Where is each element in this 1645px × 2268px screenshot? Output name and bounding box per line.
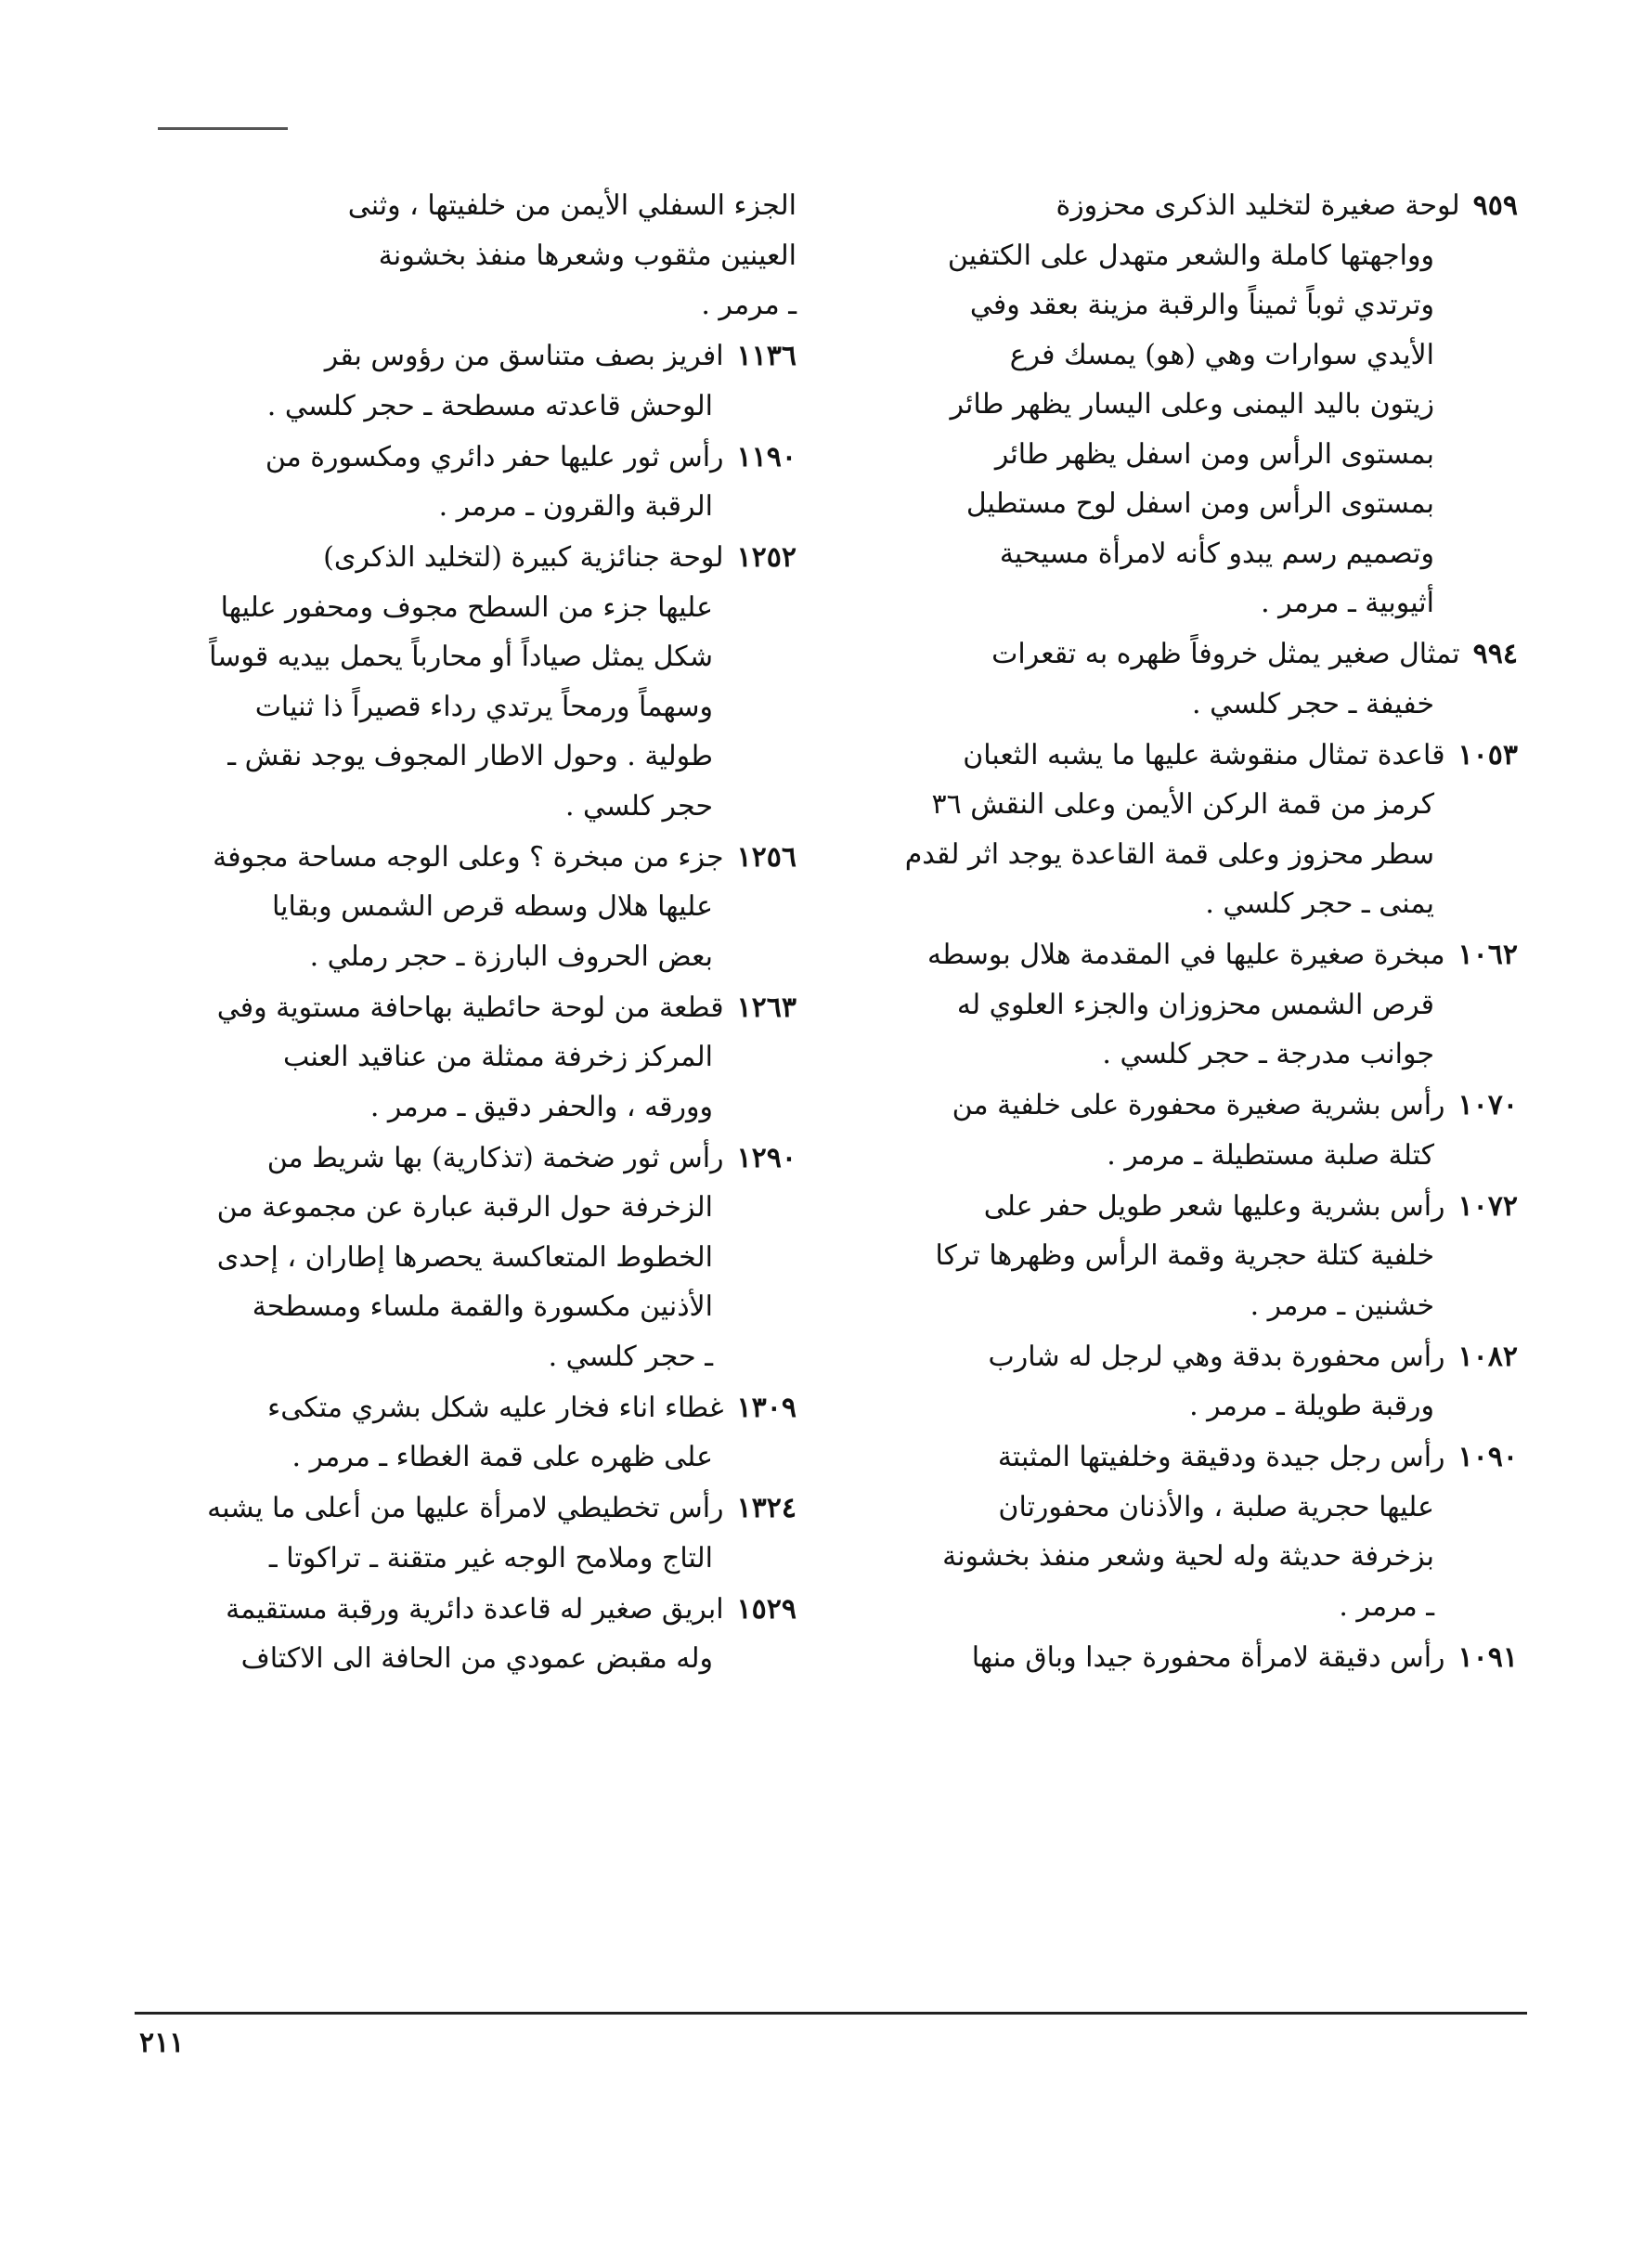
entry-text: لوحة صغيرة لتخليد الذكرى محزوزة — [1056, 189, 1460, 222]
entry-number: ١٠٧٢ — [1457, 1189, 1518, 1223]
catalog-entry — [156, 433, 797, 532]
entry-line: العينين مثقوب وشعرها منفذ بخشونة — [378, 239, 797, 272]
entry-line: عليها جزء من السطح مجوف ومحفور عليها — [220, 590, 713, 624]
entry-line: الزخرفة حول الرقبة عبارة عن مجموعة من — [216, 1191, 713, 1224]
entry-text: رأس رجل جيدة ودقيقة وخلفيتها المثبتة — [997, 1441, 1445, 1473]
entry-line: بمستوى الرأس ومن اسفل لوح مستطيل — [965, 487, 1434, 520]
entry-line: وتصميم رسم يبدو كأنه لامرأة مسيحية — [999, 537, 1434, 570]
right-column — [877, 181, 1518, 1684]
entry-text: رأس محفورة بدقة وهي لرجل له شارب — [988, 1340, 1445, 1373]
entry-text: جزء من مبخرة ؟ وعلى الوجه مساحة مجوفة — [213, 840, 724, 874]
catalog-entry — [877, 1332, 1518, 1432]
catalog-entry — [877, 1432, 1518, 1631]
entry-line — [877, 1633, 1518, 1683]
catalog-entry — [877, 731, 1518, 929]
entry-line — [877, 731, 1518, 781]
catalog-entry — [156, 181, 797, 330]
catalog-entry — [877, 181, 1518, 629]
entry-number: ١٢٦٣ — [736, 991, 797, 1024]
entry-line: قرص الشمس محزوزان والجزء العلوي له — [956, 988, 1434, 1021]
entry-line — [877, 1332, 1518, 1382]
entry-line — [156, 331, 797, 382]
entry-number: ١٢٥٢ — [736, 541, 797, 574]
entry-line: الجزء السفلي الأيمن من خلفيتها ، وثنى — [347, 189, 797, 222]
catalog-entry — [877, 629, 1518, 729]
entry-text: غطاء اناء فخار عليه شكل بشري متكىء — [267, 1391, 724, 1424]
entry-line — [156, 1134, 797, 1184]
catalog-entry — [156, 331, 797, 431]
entry-line: سطر محزوز وعلى قمة القاعدة يوجد اثر لقدم — [904, 837, 1434, 871]
entry-line: الرقبة والقرون ـ مرمر . — [438, 490, 713, 523]
entry-number: ١٠٩١ — [1457, 1640, 1518, 1674]
entry-number: ٩٥٩ — [1472, 189, 1518, 222]
entry-line: خشنين ـ مرمر . — [1250, 1289, 1434, 1322]
entry-line: خفيفة ـ حجر كلسي . — [1192, 687, 1434, 720]
entry-line: يمنى ـ حجر كلسي . — [1205, 888, 1434, 920]
entry-line — [877, 181, 1518, 231]
catalog-entry — [156, 533, 797, 831]
entry-line: بمستوى الرأس ومن اسفل يظهر طائر — [994, 437, 1434, 471]
entry-line: حجر كلسي . — [564, 789, 713, 823]
entry-line — [156, 1383, 797, 1433]
entry-line: وورقه ، والحفر دقيق ـ مرمر . — [369, 1090, 713, 1123]
entry-line: كرمز من قمة الركن الأيمن وعلى النقش ٣٦ — [931, 788, 1434, 821]
entry-line — [877, 1182, 1518, 1232]
entry-line: ـ مرمر . — [701, 289, 797, 321]
entry-text: تمثال صغير يمثل خروفاً ظهره به تقعرات — [991, 638, 1460, 670]
entry-line: وواجهتها كاملة والشعر متهدل على الكتفين — [947, 239, 1434, 272]
entry-line — [156, 433, 797, 483]
entry-line: الخطوط المتعاكسة يحصرها إطاران ، إحدى — [216, 1240, 713, 1274]
entry-line — [877, 1081, 1518, 1131]
entry-line: شكل يمثل صياداً أو محارباً يحمل بيديه قوساً — [209, 641, 713, 673]
entry-line: ـ مرمر . — [1339, 1589, 1434, 1623]
entry-text: افريز بصف متناسق من رؤوس بقر — [324, 340, 724, 372]
entry-line: بعض الحروف البارزة ـ حجر رملي . — [309, 940, 713, 973]
entry-text: رأس بشرية وعليها شعر طويل حفر على — [983, 1189, 1445, 1223]
entry-line: ورقبة طويلة ـ مرمر . — [1189, 1390, 1434, 1422]
entry-line — [877, 1432, 1518, 1483]
entry-number: ١١٩٠ — [736, 440, 797, 473]
catalog-entry — [877, 1182, 1518, 1331]
catalog-entry — [156, 1134, 797, 1382]
catalog-entry — [156, 833, 797, 982]
entry-text: مبخرة صغيرة عليها في المقدمة هلال بوسطه — [927, 939, 1445, 971]
entry-text: قطعة من لوحة حائطية بهاحافة مستوية وفي — [216, 991, 724, 1024]
entry-number: ١٥٢٩ — [736, 1592, 797, 1626]
entry-text: رأس ثور ضخمة (تذكارية) بها شريط من — [266, 1141, 724, 1174]
entry-line: وترتدي ثوباً ثميناً والرقبة مزينة بعقد وفي — [969, 289, 1434, 321]
entry-line: بزخرفة حديثة وله لحية وشعر منفذ بخشونة — [942, 1540, 1434, 1573]
entry-line — [156, 1484, 797, 1534]
entry-line: وله مقبض عمودي من الحافة الى الاكتاف — [240, 1642, 713, 1675]
entry-line — [156, 833, 797, 883]
entry-line: الأذنين مكسورة والقمة ملساء ومسطحة — [252, 1290, 713, 1323]
entry-number: ١٠٦٢ — [1457, 939, 1518, 971]
entry-line: كتلة صلبة مستطيلة ـ مرمر . — [1107, 1138, 1434, 1172]
entry-line: المركز زخرفة ممثلة من عناقيد العنب — [283, 1041, 713, 1073]
entry-line: عليها هلال وسطه قرص الشمس وبقايا — [271, 890, 713, 923]
entry-line — [877, 930, 1518, 980]
entry-line: خلفية كتلة حجرية وقمة الرأس وظهرها تركا — [935, 1239, 1434, 1272]
entry-number: ٩٩٤ — [1472, 638, 1518, 670]
entry-number: ١٢٩٠ — [736, 1141, 797, 1174]
catalog-entry — [156, 1383, 797, 1483]
entry-number: ١٠٨٢ — [1457, 1340, 1518, 1373]
entry-number: ١٢٥٦ — [736, 840, 797, 874]
entry-number: ١١٣٦ — [736, 340, 797, 372]
entry-line: جوانب مدرجة ـ حجر كلسي . — [1102, 1038, 1434, 1070]
left-column — [156, 181, 797, 1685]
entry-line: الوحش قاعدته مسطحة ـ حجر كلسي . — [266, 389, 713, 422]
entry-number: ١٣٢٤ — [736, 1492, 797, 1524]
page-number: ٢١١ — [139, 2027, 185, 2059]
catalog-entry — [877, 1633, 1518, 1683]
entry-line: وسهماً ورمحاً يرتدي رداء قصيراً ذا ثنيات — [254, 690, 713, 723]
entry-line: أثيوبية ـ مرمر . — [1261, 587, 1434, 619]
entry-line — [156, 1585, 797, 1635]
entry-line: ـ حجر كلسي . — [548, 1340, 713, 1373]
catalog-entry — [156, 1585, 797, 1684]
entry-number: ١٠٧٠ — [1457, 1089, 1518, 1121]
entry-text: رأس بشرية صغيرة محفورة على خلفية من — [952, 1089, 1445, 1121]
entry-line: عليها حجرية صلبة ، والأذنان محفورتان — [998, 1490, 1434, 1523]
entry-line: طولية . وحول الاطار المجوف يوجد نقش ـ — [227, 740, 713, 772]
entry-text: قاعدة تمثال منقوشة عليها ما يشبه الثعبان — [963, 738, 1445, 771]
entry-text: رأس ثور عليها حفر دائري ومكسورة من — [265, 440, 724, 473]
entry-text: لوحة جنائزية كبيرة (لتخليد الذكرى) — [323, 541, 724, 574]
entry-line: على ظهره على قمة الغطاء ـ مرمر . — [291, 1441, 713, 1473]
entry-line: التاج وملامح الوجه غير متقنة ـ تراكوتا ـ — [268, 1541, 713, 1575]
entry-line — [156, 533, 797, 583]
entry-line: زيتون باليد اليمنى وعلى اليسار يظهر طائر — [950, 388, 1434, 421]
entry-line: الأيدي سوارات وهي (هو) يمسك فرع — [1009, 338, 1434, 371]
entry-text: ابريق صغير له قاعدة دائرية ورقبة مستقيمة — [226, 1592, 724, 1626]
bottom-rule — [135, 2012, 1527, 2015]
catalog-entry — [156, 1484, 797, 1583]
catalog-entry — [877, 1081, 1518, 1180]
entry-number: ١٠٩٠ — [1457, 1441, 1518, 1473]
entry-text: رأس دقيقة لامرأة محفورة جيدا وباق منها — [971, 1640, 1445, 1674]
entry-number: ١٣٠٩ — [736, 1391, 797, 1424]
entry-number: ١٠٥٣ — [1457, 738, 1518, 771]
catalog-entry — [877, 930, 1518, 1080]
entry-line — [877, 629, 1518, 680]
entry-line — [156, 983, 797, 1033]
entry-text: رأس تخطيطي لامرأة عليها من أعلى ما يشبه — [207, 1492, 724, 1524]
catalog-entry — [156, 983, 797, 1133]
top-rule — [158, 127, 288, 130]
